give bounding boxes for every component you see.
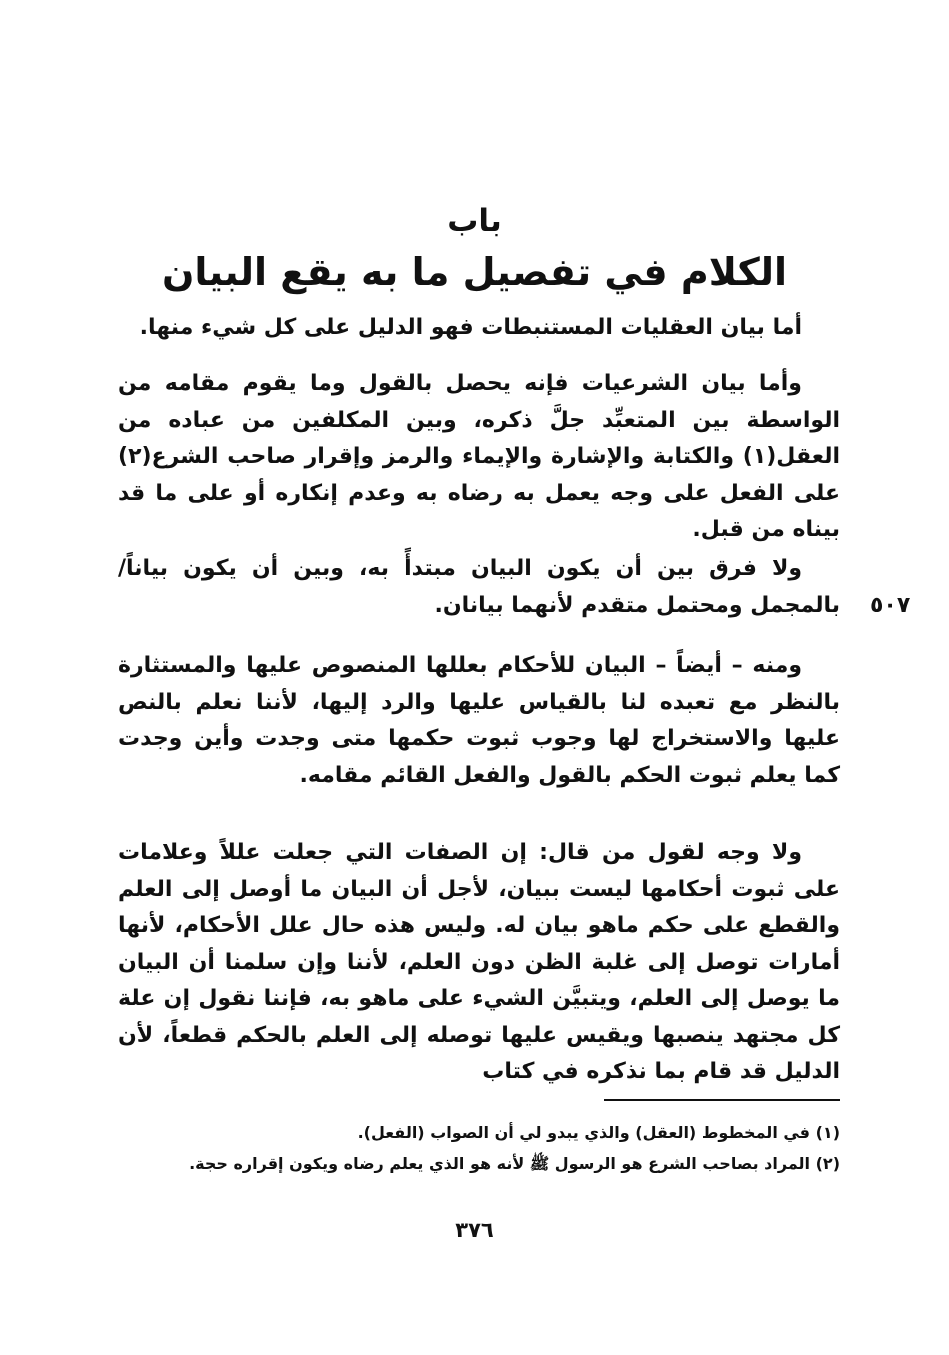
- footnote-1: (١) في المخطوط (العقل) والذي يبدو لي أن الصواب (الفعل).: [357, 1123, 840, 1142]
- margin-page-reference: ٥٠٧: [870, 593, 911, 618]
- paragraph: ولا فرق بين أن يكون البيان مبتدأً به، وبين أن يكون بياناً/ بالمجمل ومحتمل متقدم لأنهما بيانان.: [118, 556, 840, 618]
- paragraph-2-container: [118, 366, 840, 549]
- page-number: ٣٧٦: [455, 1218, 494, 1242]
- footnotes: [118, 1117, 840, 1179]
- chapter-label: باب: [447, 203, 502, 239]
- paragraph-5-container: [118, 835, 840, 1091]
- paragraph: وأما بيان الشرعيات فإنه يحصل بالقول وما يقوم مقامه من الواسطة بين المتعبِّد جلَّ ذكره، وبين المكلفين من عباده من العقل(١) والكتابة والإشارة والإيماء والرمز وإقرار صاحب الشرع(٢) على الفعل على وجه يعمل به رضاه به وعدم إنكاره أو على ما قد بيناه من قبل.: [118, 371, 840, 542]
- paragraph-4-container: [118, 648, 840, 794]
- paragraph-3-container: [118, 551, 840, 624]
- paragraph-1-container: [118, 310, 840, 347]
- footnote-2: (٢) المراد بصاحب الشرع هو الرسول ﷺ لأنه هو الذي يعلم رضاه ويكون إقراره حجة.: [189, 1154, 840, 1173]
- paragraph: ومنه – أيضاً – البيان للأحكام بعللها المنصوص عليها والمستثارة بالنظر مع تعبده لنا بالقياس عليها والرد إليها، لأننا نعلم بالنص عليها والاستخراج لها وجوب ثبوت حكمها متى وجدت وأين وجدت كما يعلم ثبوت الحكم بالقول والفعل القائم مقامه.: [118, 653, 840, 788]
- paragraph: أما بيان العقليات المستنبطات فهو الدليل على كل شيء منها.: [139, 315, 802, 340]
- chapter-title: الكلام في تفصيل ما به يقع البيان: [162, 250, 787, 294]
- footnote-separator: [604, 1099, 840, 1101]
- paragraph: ولا وجه لقول من قال: إن الصفات التي جعلت عللاً وعلامات على ثبوت أحكامها ليست ببيان، لأجل أن البيان ما أوصل إلى العلم والقطع على حكم ماهو بيان له. وليس هذه حال علل الأحكام، لأنها أمارات توصل إلى غلبة الظن دون العلم، لأننا وإن سلمنا أن البيان ما يوصل إلى العلم، ويتبيَّن الشيء على ماهو به، فإننا نقول إن علة كل مجتهد ينصبها ويقيس عليها توصله إلى العلم بالحكم قطعاً، لأن الدليل قد قام بما نذكره في كتاب: [118, 840, 840, 1084]
